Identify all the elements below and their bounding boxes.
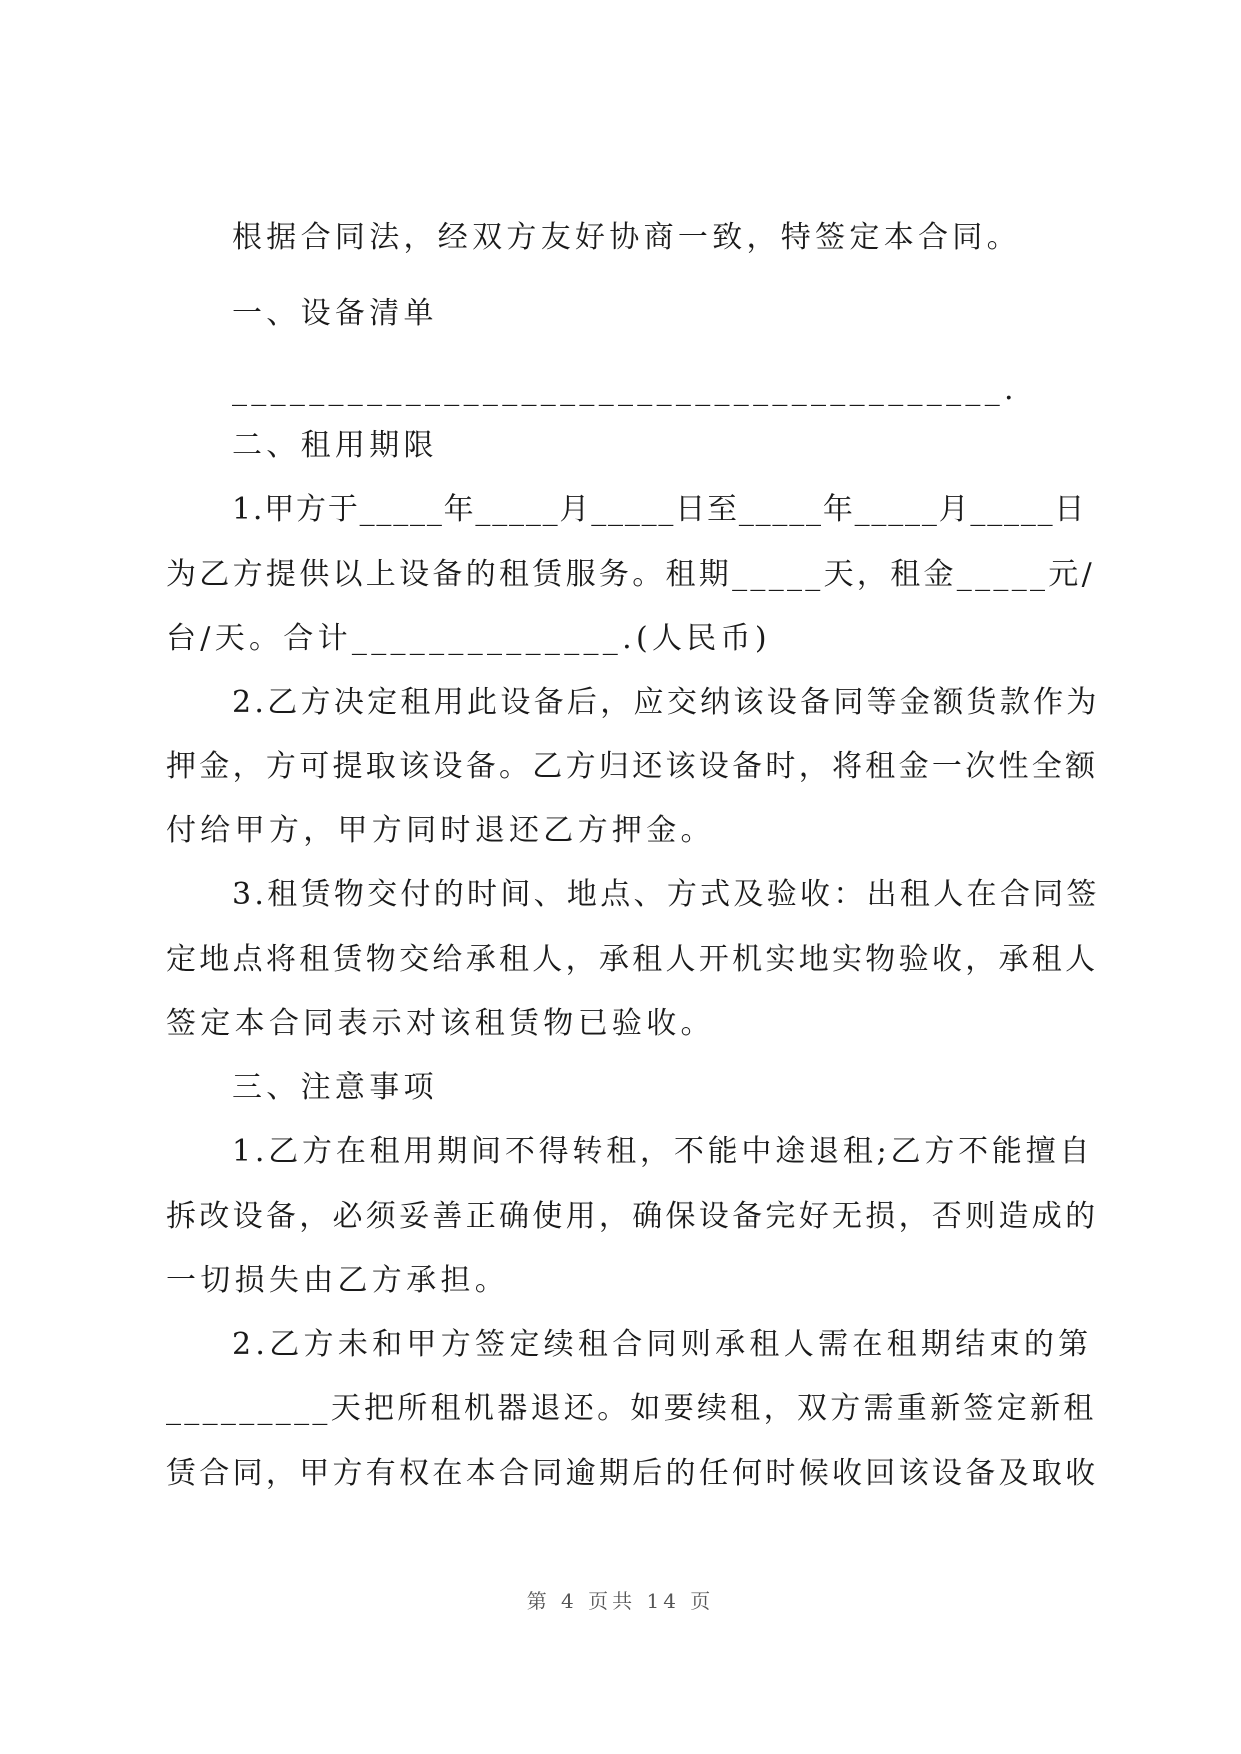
paragraph-line: 2.乙方决定租用此设备后，应交纳该设备同等金额货款作为 [232,685,1100,720]
page-number-footer: 第 4 页共 14 页 [526,1589,715,1613]
paragraph-line: 签定本合同表示对该租赁物已验收。 [166,1006,715,1041]
paragraph-line: 一切损失由乙方承担。 [166,1263,509,1298]
paragraph-line: 2.乙方未和甲方签定续租合同则承租人需在租期结束的第 [232,1327,1093,1362]
paragraph-line: 台/天。合计______________.(人民币) [166,621,771,656]
section-heading-equipment-list: 一、设备清单 [232,296,438,331]
equipment-list-blank: ________________________________________. [232,372,1018,407]
intro-paragraph: 根据合同法，经双方友好协商一致，特签定本合同。 [232,220,1021,255]
paragraph-line: 定地点将租赁物交给承租人，承租人开机实地实物验收，承租人 [166,942,1099,977]
paragraph-line: 1.乙方在租用期间不得转租，不能中途退租;乙方不能擅自 [232,1134,1094,1169]
section-heading-notes: 三、注意事项 [232,1070,438,1105]
paragraph-line: 赁合同，甲方有权在本合同逾期后的任何时候收回该设备及取收 [166,1456,1099,1491]
paragraph-line: 付给甲方，甲方同时退还乙方押金。 [166,813,715,848]
paragraph-line: 拆改设备，必须妥善正确使用，确保设备完好无损，否则造成的 [166,1199,1099,1234]
paragraph-line: 3.租赁物交付的时间、地点、方式及验收：出租人在合同签 [232,877,1100,912]
section-heading-rental-period: 二、租用期限 [232,428,438,463]
paragraph-line: 1.甲方于_____年_____月_____日至_____年_____月_____日 [232,492,1087,527]
paragraph-line: 押金，方可提取该设备。乙方归还该设备时，将租金一次性全额 [166,749,1099,784]
paragraph-line: 为乙方提供以上设备的租赁服务。租期_____天，租金_____元/ [166,557,1096,592]
paragraph-line: _________天把所租机器退还。如要续租，双方需重新签定新租 [166,1391,1097,1426]
